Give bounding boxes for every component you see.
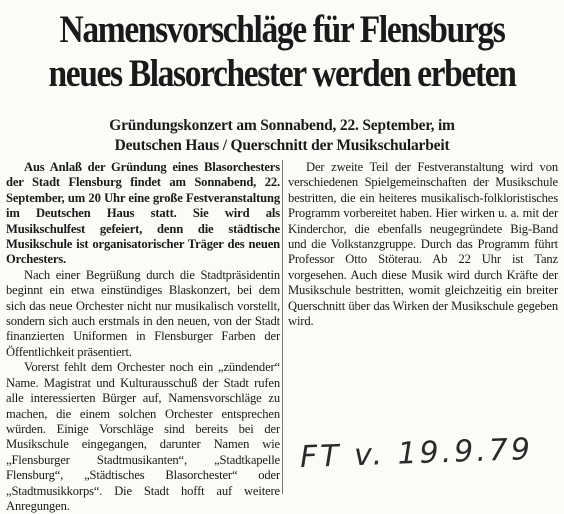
article-paragraph-1: Nach einer Begrüßung durch die Stadtpräsidentin beginnt ein etwa einstündiges Blaskonzert, bei dem sich das neue Orchester nicht nur musikalisch vorstellt, sondern sich auch erstmals in den neuen, von der Stadt finanzierten Uniformen in Flensburger Farben der Öffentlichkeit präsentiert. (6, 267, 280, 359)
handwritten-source-note: FT v. 19.9.79 (299, 431, 534, 476)
headline-line-2: neues Blasorchester werden erbeten (48, 52, 516, 95)
article-column-right (288, 160, 558, 329)
article-paragraph-2: Vorerst fehlt dem Orchester noch ein „zündender“ Name. Magistrat und Kulturausschuß der Stadt rufen alle interessierten Bürger auf, Namensvorschläge zu machen, die einem solchen Orchester entsprechen würden. Einige Vorschläge sind bereits bei der Musikschule eingegangen, darunter Namen wie „Flensburger Stadtmusikanten“, „Stadtkapelle Flensburg“, „Städtisches Blasorchester“ oder „Stadtmusikkorps“. Die Stadt hofft auf weitere Anregungen. (6, 360, 280, 513)
subheadline-line-1: Gründungskonzert am Sonnabend, 22. September, im (109, 117, 455, 134)
subheadline-line-2: Deutschen Haus / Querschnitt der Musikschularbeit (114, 137, 450, 154)
article-paragraph-3: Der zweite Teil der Festveranstaltung wird von verschiedenen Spielgemeinschaften der Musikschule bestritten, die ein heiteres musikalisch-folkloristisches Programm vorbereitet haben. Hier wirken u. a. mit der Kinderchor, die ebenfalls neugegründete Big-Band und die Volkstanzgruppe. Durch das Programm führt Professor Otto Stöterau. Ab 22 Uhr ist Tanz vorgesehen. Auch diese Musik wird durch Kräfte der Musikschule bestritten, womit gleichzeitig ein breiter Querschnitt über das Wirken der Musikschule gegeben wird. (288, 160, 558, 329)
article-lead-paragraph: Aus Anlaß der Gründung eines Blasorchesters der Stadt Flensburg findet am Sonnabend, 22. September, um 20 Uhr eine große Festveranstaltung im Deutschen Haus statt. Sie wird als Musikschulfest gefeiert, denn die städtische Musikschule ist organisatorischer Träger des neuen Orchesters. (6, 160, 280, 267)
headline (39, 8, 524, 96)
column-divider (282, 160, 283, 494)
headline-line-1: Namensvorschläge für Flensburgs (59, 8, 505, 51)
article-column-left (6, 160, 280, 514)
subheadline (0, 116, 564, 156)
